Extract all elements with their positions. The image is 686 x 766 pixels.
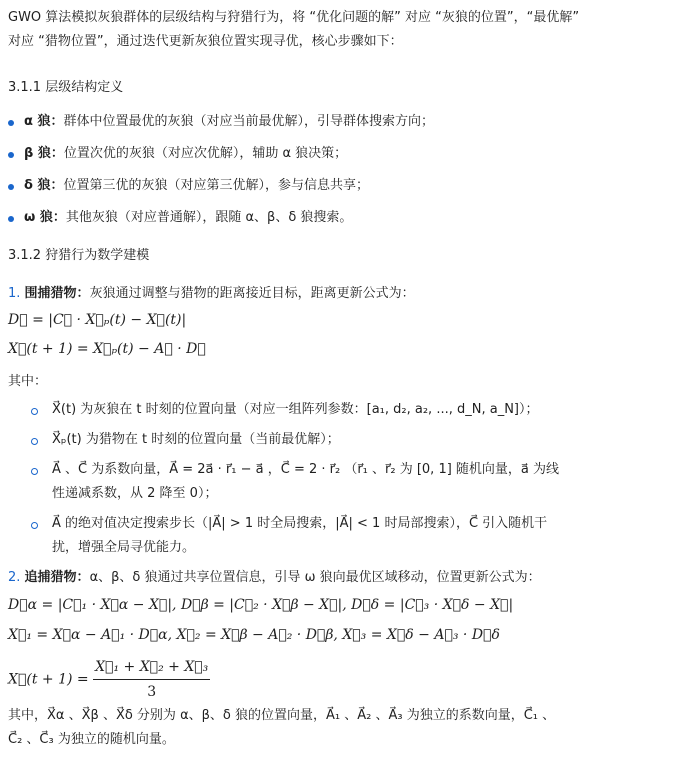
list-item-text: 其他灰狼（对应普通解），跟随 α、β、δ 狼搜索。 (65, 210, 353, 225)
bullet-icon (8, 184, 14, 190)
step-number: 2. (8, 570, 21, 585)
circle-bullet-icon (31, 438, 38, 445)
list-item-text: 群体中位置最优的灰狼（对应当前最优解），引导群体搜索方向； (63, 114, 434, 129)
intro-line-2: 对应 “猎物位置”，通过迭代更新灰狼位置实现寻优，核心步骤如下： (8, 34, 403, 49)
list-item-text: 位置次优的灰狼（对应次优解），辅助 α 狼决策； (63, 146, 348, 161)
list-item-omega (24, 208, 352, 227)
intro-line-1: GWO 算法模拟灰狼群体的层级结构与狩猎行为，将 “优化问题的解” 对应 “灰狼的位置”，“最优解” (8, 10, 580, 25)
equation-distance: D⃗ = |C⃗ · X⃗ₚ(t) − X⃗(t)| (8, 312, 187, 328)
step-number: 1. (8, 286, 21, 301)
where-label: 其中： (8, 374, 48, 389)
step-2-heading (8, 568, 541, 587)
circle-bullet-icon (31, 408, 38, 415)
fraction (93, 656, 210, 703)
bullet-icon (8, 152, 14, 158)
sub-item-wolf-position: X⃗(t) 为灰狼在 t 时刻的位置向量（对应一组阵列参数：[a₁, d₂, a₂, ..., d_N, a_N]）； (52, 402, 539, 417)
fraction-numerator: X⃗₁ + X⃗₂ + X⃗₃ (93, 656, 210, 680)
list-item-alpha (24, 112, 434, 131)
step-label: 围捕猎物： (24, 286, 90, 301)
sub-item-step-size-line-2: 扰，增强全局寻优能力。 (52, 540, 196, 555)
equation-distances: D⃗α = |C⃗₁ · X⃗α − X⃗|, D⃗β = |C⃗₂ · X⃗β − X⃗|, D⃗δ = |C⃗₃ · X⃗δ − X⃗| (8, 597, 514, 613)
step-text: 灰狼通过调整与猎物的距离接近目标，距离更新公式为： (89, 286, 415, 301)
list-item-label: ω 狼： (24, 210, 66, 225)
sub-item-coefficients-line-1: A⃗ 、C⃗ 为系数向量，A⃗ = 2a⃗ · r⃗₁ − a⃗ ，C⃗ = 2 · r⃗₂ （r⃗₁ 、r⃗₂ 为 [0, 1] 随机向量，a⃗ 为线 (52, 462, 560, 477)
list-item-text: 位置第三优的灰狼（对应第三优解），参与信息共享； (63, 178, 369, 193)
list-item-beta (24, 144, 347, 163)
equation-position: X⃗(t + 1) = X⃗ₚ(t) − A⃗ · D⃗ (8, 341, 206, 357)
equation-average (8, 656, 210, 703)
circle-bullet-icon (31, 522, 38, 529)
circle-bullet-icon (31, 468, 38, 475)
equation-positions: X⃗₁ = X⃗α − A⃗₁ · D⃗α, X⃗₂ = X⃗β − A⃗₂ · D⃗β, X⃗₃ = X⃗δ − A⃗₃ · D⃗δ (8, 627, 500, 643)
list-item-label: α 狼： (24, 114, 64, 129)
list-item-label: δ 狼： (24, 178, 64, 193)
section-title-hunting: 3.1.2 狩猎行为数学建模 (8, 248, 150, 263)
step-1-heading (8, 284, 415, 303)
note-line-2: C⃗₂ 、C⃗₃ 为独立的随机向量。 (8, 732, 175, 747)
note-line-1: 其中，X⃗α 、X⃗β 、X⃗δ 分别为 α、β、δ 狼的位置向量，A⃗₁ 、A⃗₂ 、A⃗₃ 为独立的系数向量，C⃗₁ 、 (8, 708, 556, 723)
step-text: α、β、δ 狼通过共享位置信息，引导 ω 狼向最优区域移动，位置更新公式为： (89, 570, 541, 585)
sub-item-step-size-line-1: A⃗ 的绝对值决定搜索步长（|A⃗| > 1 时全局搜索，|A⃗| < 1 时局部搜索），C⃗ 引入随机干 (52, 516, 548, 531)
bullet-icon (8, 120, 14, 126)
section-title-hierarchy: 3.1.1 层级结构定义 (8, 80, 124, 95)
fraction-denominator: 3 (147, 684, 157, 700)
list-item-label: β 狼： (24, 146, 64, 161)
bullet-icon (8, 216, 14, 222)
sub-item-prey-position: X⃗ₚ(t) 为猎物在 t 时刻的位置向量（当前最优解）； (52, 432, 340, 447)
equation-lhs: X⃗(t + 1) = (8, 671, 89, 688)
step-label: 追捕猎物： (24, 570, 90, 585)
list-item-delta (24, 176, 369, 195)
sub-item-coefficients-line-2: 性递减系数，从 2 降至 0）； (52, 486, 218, 501)
